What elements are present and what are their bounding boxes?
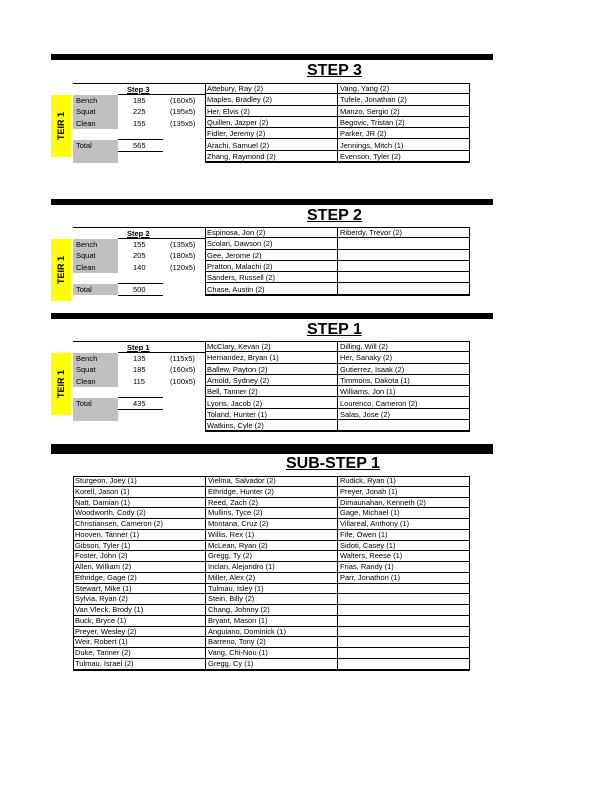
lift-note: (135x5) — [170, 118, 196, 128]
athlete-name — [338, 420, 469, 431]
step-header-underline — [118, 238, 205, 239]
athlete-name: Arnold, Sydney (2) — [205, 375, 337, 386]
athlete-name — [338, 261, 469, 272]
athlete-name: Foster, John (2) — [73, 551, 205, 562]
lift-name: Bench — [76, 240, 98, 249]
tier-label — [51, 95, 71, 157]
athlete-name: Her, Sanaky (2) — [338, 352, 469, 363]
total-row-bottom — [118, 409, 163, 410]
total-value: 565 — [133, 141, 146, 151]
athlete-name: Tulmau, Israel (2) — [73, 659, 205, 670]
athlete-name: Hernandez, Bryan (1) — [205, 352, 337, 363]
athlete-name: Gee, Jerome (2) — [205, 250, 337, 261]
athlete-name: Sidoti, Casey (1) — [338, 541, 469, 552]
athlete-name: Manzo, Sergio (2) — [338, 106, 469, 117]
athlete-name: Salas, Jose (2) — [338, 409, 469, 420]
total-row-bottom — [118, 151, 163, 152]
athlete-name: Riberdy, Trevor (2) — [338, 227, 469, 238]
athlete-name: Sylvia, Ryan (2) — [73, 594, 205, 605]
total-row-top — [118, 139, 163, 140]
lift-name: Squat — [76, 107, 96, 117]
total-row-bottom — [118, 295, 163, 296]
athlete-name: Natt, Damian (1) — [73, 498, 205, 509]
lift-note: (120x5) — [170, 262, 196, 272]
step-header: Step 2 — [127, 229, 150, 238]
lift-value: 185 — [133, 96, 146, 105]
total-value: 435 — [133, 399, 146, 409]
athlete-name: Hooven, Tanner (1) — [73, 530, 205, 541]
athlete-name: Ballew, Payton (2) — [205, 364, 337, 375]
athlete-name: Williams, Jon (1) — [338, 386, 469, 397]
athlete-name: Gage, Michael (1) — [338, 508, 469, 519]
athlete-name — [338, 627, 469, 638]
lift-value: 115 — [133, 376, 145, 386]
athlete-name: Preyer, Jonah (1) — [338, 487, 469, 498]
athlete-name: Dimaunahan, Kenneth (2) — [338, 498, 469, 509]
athlete-name: McClary, Kevan (2) — [205, 341, 337, 352]
athlete-name: Parker, JR (2) — [338, 128, 469, 139]
athlete-name: Gregg, Ty (2) — [206, 551, 337, 562]
athlete-name: Weir, Robert (1) — [73, 637, 205, 648]
step-header: Step 3 — [127, 85, 150, 94]
lift-note: (100x5) — [170, 376, 196, 386]
lift-note: (135x5) — [170, 240, 196, 249]
athlete-name: Tufele, Jonathan (2) — [338, 94, 469, 105]
athlete-name — [338, 250, 469, 261]
lift-name: Clean — [76, 118, 96, 128]
section-title: STEP 2 — [307, 207, 362, 224]
athlete-name — [338, 238, 469, 249]
lift-name: Bench — [76, 354, 98, 363]
athlete-name: Sturgeon, Joey (1) — [73, 476, 205, 487]
section-title: STEP 1 — [307, 321, 362, 338]
lift-value: 205 — [133, 251, 146, 261]
tier-text: TEIR 1 — [56, 255, 66, 285]
section-title: STEP 3 — [307, 62, 362, 79]
athlete-name: Her, Elvis (2) — [205, 106, 337, 117]
lift-value: 185 — [133, 365, 146, 375]
lift-name: Squat — [76, 251, 96, 261]
athlete-name: Timmons, Dakota (1) — [338, 375, 469, 386]
athlete-name: Preyer, Wesley (2) — [73, 627, 205, 638]
athlete-name: Pratton, Malachi (2) — [205, 261, 337, 272]
athlete-name: McLean, Ryan (2) — [206, 541, 337, 552]
step-header-underline — [118, 352, 205, 353]
lift-value: 155 — [133, 118, 146, 128]
athlete-name: Sanders, Russell (2) — [205, 272, 337, 283]
athlete-name: Evenson, Tyler (2) — [338, 151, 469, 162]
athlete-name: Bryant, Mason (1) — [206, 616, 337, 627]
athlete-name: Anguiano, Dominick (1) — [206, 627, 337, 638]
athlete-name: Frias, Randy (1) — [338, 562, 469, 573]
athlete-name: Tulmau, Isley (1) — [206, 584, 337, 595]
athlete-name: Jennings, Mitch (1) — [338, 140, 469, 151]
athlete-name — [338, 637, 469, 648]
athlete-name — [338, 594, 469, 605]
athlete-name: Dilling, Will (2) — [338, 341, 469, 352]
athlete-name: Duke, Tanner (2) — [73, 648, 205, 659]
athlete-name: Woodworth, Cody (2) — [73, 508, 205, 519]
total-value: 500 — [133, 285, 146, 295]
athlete-name: Chase, Austin (2) — [205, 284, 337, 295]
athlete-name: Willis, Rex (1) — [206, 530, 337, 541]
athlete-name: Rudick, Ryan (1) — [338, 476, 469, 487]
athlete-name: Christiansen, Cameron (2) — [73, 519, 205, 530]
athlete-name: Parr, Jonathon (1) — [338, 573, 469, 584]
total-row-top — [118, 397, 163, 398]
section-divider — [51, 444, 493, 454]
athlete-name — [338, 272, 469, 283]
athlete-name: Arachi, Samuel (2) — [205, 140, 337, 151]
athlete-name: Gibson, Tyler (1) — [73, 541, 205, 552]
athlete-name: Watkins, Cyle (2) — [205, 420, 337, 431]
step-table-top — [73, 83, 205, 84]
lift-name: Clean — [76, 376, 96, 386]
athlete-name — [338, 616, 469, 627]
total-row-top — [118, 283, 163, 284]
athlete-name: Korell, Jason (1) — [73, 487, 205, 498]
athlete-name — [338, 659, 469, 670]
lift-value: 225 — [133, 107, 146, 117]
lift-name: Clean — [76, 262, 96, 272]
athlete-name: Scolari, Dawson (2) — [205, 238, 337, 249]
section-divider — [51, 54, 493, 60]
total-label: Total — [76, 141, 92, 151]
lift-name: Squat — [76, 365, 96, 375]
athlete-name — [338, 284, 469, 295]
lift-note: (160x5) — [170, 96, 196, 105]
section-divider — [51, 313, 493, 319]
athlete-name: Barreno, Tony (2) — [206, 637, 337, 648]
lift-value: 155 — [133, 240, 146, 249]
athlete-name: Begovic, Tristan (2) — [338, 117, 469, 128]
tier-label — [51, 239, 71, 301]
athlete-name: Vielma, Salvador (2) — [206, 476, 337, 487]
athlete-name: Maples, Bradley (2) — [205, 94, 337, 105]
athlete-name: Bell, Tanner (2) — [205, 386, 337, 397]
athlete-name: Villareal, Anthony (1) — [338, 519, 469, 530]
tier-text: TEIR 1 — [56, 111, 66, 141]
athlete-name: Vang, Yang (2) — [338, 83, 469, 94]
athlete-name — [338, 605, 469, 616]
lift-note: (115x5) — [170, 354, 195, 363]
athlete-name: Quillen, Jazper (2) — [205, 117, 337, 128]
athlete-name: Reed, Zach (2) — [206, 498, 337, 509]
athlete-name — [338, 584, 469, 595]
lift-note: (195x5) — [170, 107, 196, 117]
athlete-name: Mullins, Tyce (2) — [206, 508, 337, 519]
athlete-name: Zhang, Raymond (2) — [205, 151, 337, 162]
tier-text: TEIR 1 — [56, 369, 66, 399]
athlete-name: Van Vleck, Brody (1) — [73, 605, 205, 616]
athlete-name: Montana, Cruz (2) — [206, 519, 337, 530]
total-label: Total — [76, 399, 92, 409]
lift-value: 135 — [133, 354, 146, 363]
athlete-name: Gregg, Cy (1) — [206, 659, 337, 670]
step-table-top — [73, 341, 205, 342]
step-header-underline — [118, 94, 205, 95]
athlete-name: Walters, Reese (1) — [338, 551, 469, 562]
athlete-name: Gutierrez, Isaak (2) — [338, 364, 469, 375]
athlete-name: Fife, Owen (1) — [338, 530, 469, 541]
athlete-name: Stein, Billy (2) — [206, 594, 337, 605]
athlete-name: Toland, Hunter (1) — [205, 409, 337, 420]
lift-value: 140 — [133, 262, 146, 272]
lift-name: Bench — [76, 96, 98, 105]
athlete-name: Espinosa, Jon (2) — [205, 227, 337, 238]
athlete-name: Allen, William (2) — [73, 562, 205, 573]
step-header: Step 1 — [127, 343, 150, 352]
athlete-name — [338, 648, 469, 659]
athlete-name: Miller, Alex (2) — [206, 573, 337, 584]
step-table-top — [73, 227, 205, 228]
athlete-name: Vang, Chi-Nou (1) — [206, 648, 337, 659]
section-title: SUB-STEP 1 — [286, 455, 380, 472]
athlete-name: Fidler, Jeremy (2) — [205, 128, 337, 139]
tier-label — [51, 353, 71, 415]
athlete-name: Ethridge, Gage (2) — [73, 573, 205, 584]
athlete-name: Lyons, Jacob (2) — [205, 398, 337, 409]
total-label: Total — [76, 285, 92, 295]
section-divider — [51, 199, 493, 205]
athlete-name: Attebury, Ray (2) — [205, 83, 337, 94]
athlete-name: Lourenco, Cameron (2) — [338, 398, 469, 409]
athlete-name: Inclan, Alejandro (1) — [206, 562, 337, 573]
athlete-name: Buck, Bryce (1) — [73, 616, 205, 627]
lift-note: (160x5) — [170, 365, 196, 375]
athlete-name: Ethridge, Hunter (2) — [206, 487, 337, 498]
athlete-name: Stewart, Mike (1) — [73, 584, 205, 595]
lift-note: (180x5) — [170, 251, 196, 261]
athlete-name: Chang, Johnny (2) — [206, 605, 337, 616]
